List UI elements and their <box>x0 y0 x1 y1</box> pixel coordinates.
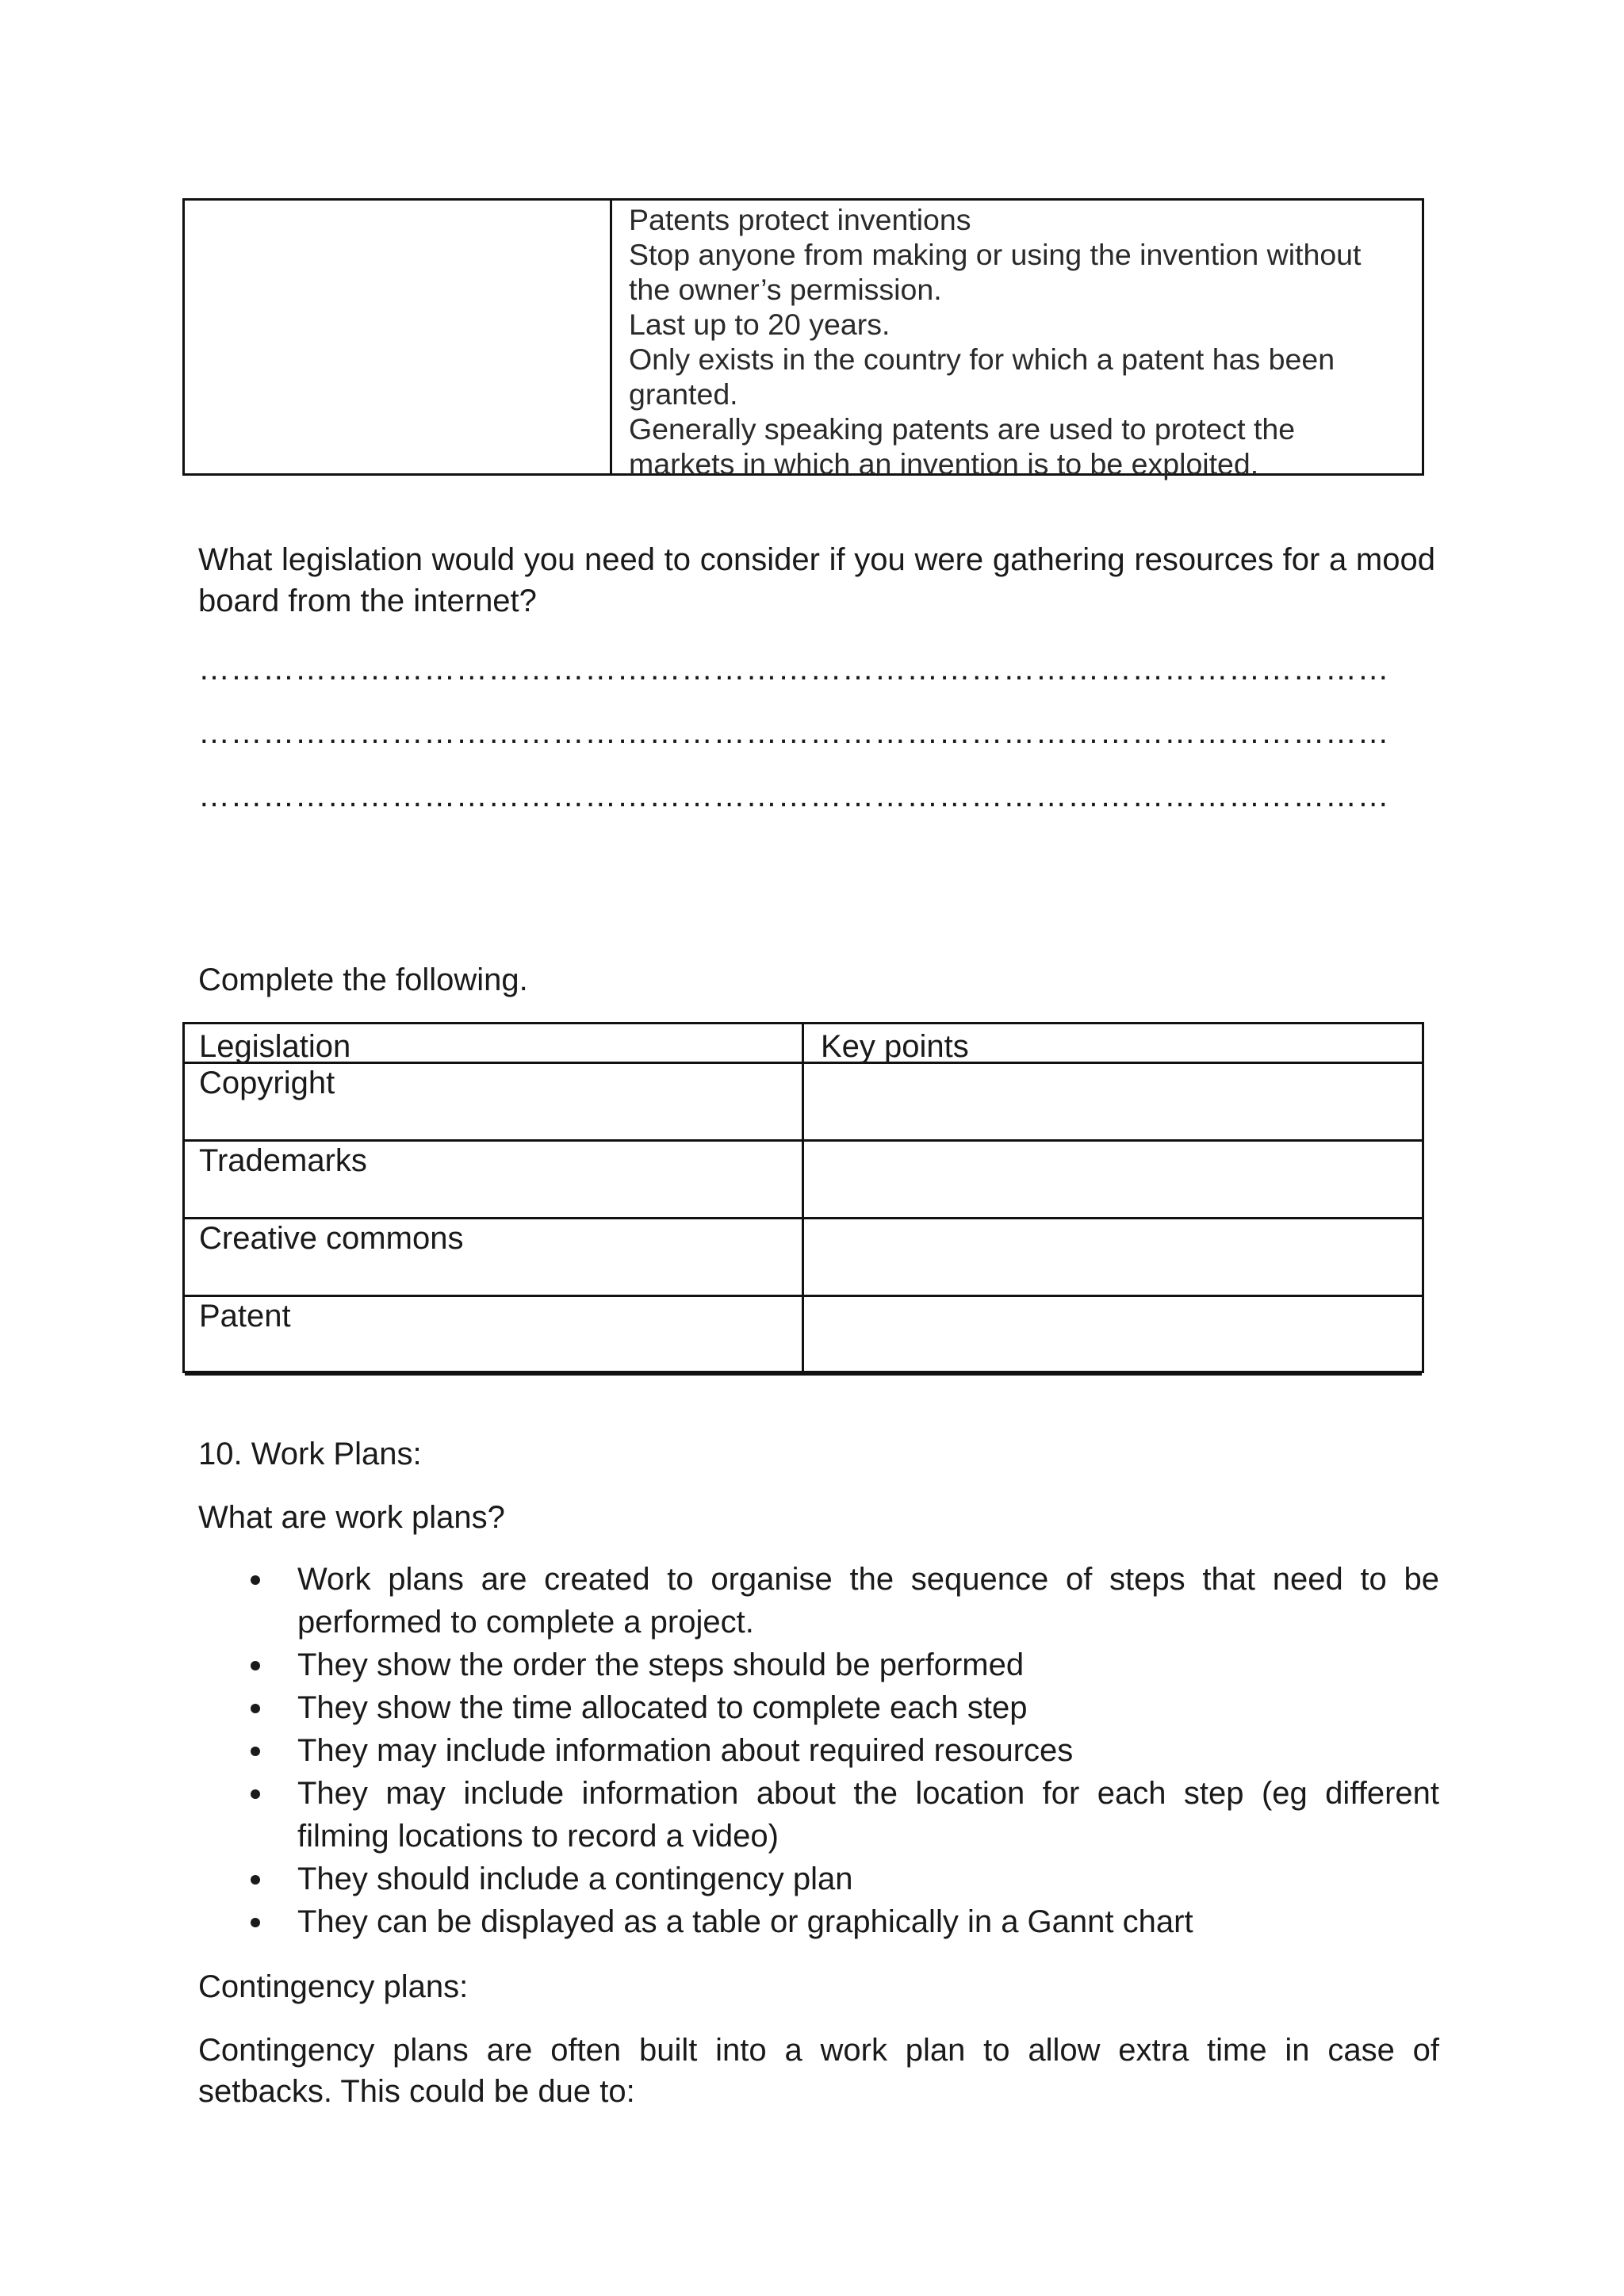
patents-table <box>182 198 1424 480</box>
bullet-icon <box>251 1661 260 1670</box>
bullet-icon <box>251 1747 260 1756</box>
patents-line: Stop anyone from making or using the invention without <box>629 238 1362 271</box>
table-column-divider <box>610 201 612 473</box>
patents-line: Only exists in the country for which a patent has been <box>629 342 1335 376</box>
patents-description-cell <box>629 202 1406 481</box>
header-key-points: Key points <box>821 1029 969 1064</box>
answer-line-3[interactable]: ………………………………………………………………………………………………… <box>198 779 1390 813</box>
legislation-cell: Copyright <box>199 1066 335 1100</box>
legislation-cell: Trademarks <box>199 1143 367 1178</box>
legislation-question: What legislation would you need to consider if you were gathering resources for a mood board from the internet? <box>198 542 1435 618</box>
section-heading: 10. Work Plans: <box>198 1437 422 1471</box>
table-column-divider <box>802 1024 804 1371</box>
bullet-icon <box>251 1704 260 1713</box>
patents-line: granted. <box>629 377 738 411</box>
sub-question: What are work plans? <box>198 1500 505 1535</box>
list-item <box>198 1686 1439 1729</box>
answer-line-2[interactable]: ………………………………………………………………………………………………… <box>198 715 1390 750</box>
bullet-icon <box>251 1575 260 1585</box>
list-item-text: They should include a contingency plan <box>297 1862 853 1896</box>
patents-line: Generally speaking patents are used to protect the <box>629 412 1296 446</box>
list-item <box>198 1858 1439 1900</box>
list-item <box>198 1900 1439 1943</box>
patents-line: Patents protect inventions <box>629 203 971 236</box>
bullet-icon <box>251 1875 260 1885</box>
list-item <box>198 1644 1439 1686</box>
list-item-text: They show the time allocated to complete each step <box>297 1690 1028 1725</box>
legislation-cell: Creative commons <box>199 1221 464 1256</box>
patents-line: Last up to 20 years. <box>629 308 891 341</box>
bullet-icon <box>251 1789 260 1799</box>
complete-prompt: Complete the following. <box>198 962 528 997</box>
list-item <box>198 1772 1439 1858</box>
work-plans-bullet-list <box>198 1558 1439 1943</box>
patents-line: the owner’s permission. <box>629 273 942 306</box>
contingency-heading: Contingency plans: <box>198 1969 469 2004</box>
header-legislation: Legislation <box>199 1029 351 1064</box>
list-item-text: Work plans are created to organise the sequence of steps that need to be performed to complete a project. <box>297 1562 1439 1640</box>
bullet-icon <box>251 1918 260 1927</box>
list-item-text: They may include information about required resources <box>297 1733 1074 1768</box>
list-item-text: They may include information about the location for each step (eg different filming locations to record a video) <box>297 1776 1439 1854</box>
legislation-table <box>182 1022 1424 1373</box>
legislation-cell: Patent <box>199 1299 291 1334</box>
patents-line: markets in which an invention is to be exploited. <box>629 447 1259 480</box>
contingency-text: Contingency plans are often built into a work plan to allow extra time in case of setbacks. This could be due to: <box>198 2033 1439 2109</box>
list-item-text: They show the order the steps should be performed <box>297 1647 1025 1682</box>
list-item <box>198 1729 1439 1772</box>
list-item <box>198 1558 1439 1644</box>
answer-line-1[interactable]: ………………………………………………………………………………………………… <box>198 652 1390 687</box>
list-item-text: They can be displayed as a table or graphically in a Gannt chart <box>297 1904 1193 1939</box>
